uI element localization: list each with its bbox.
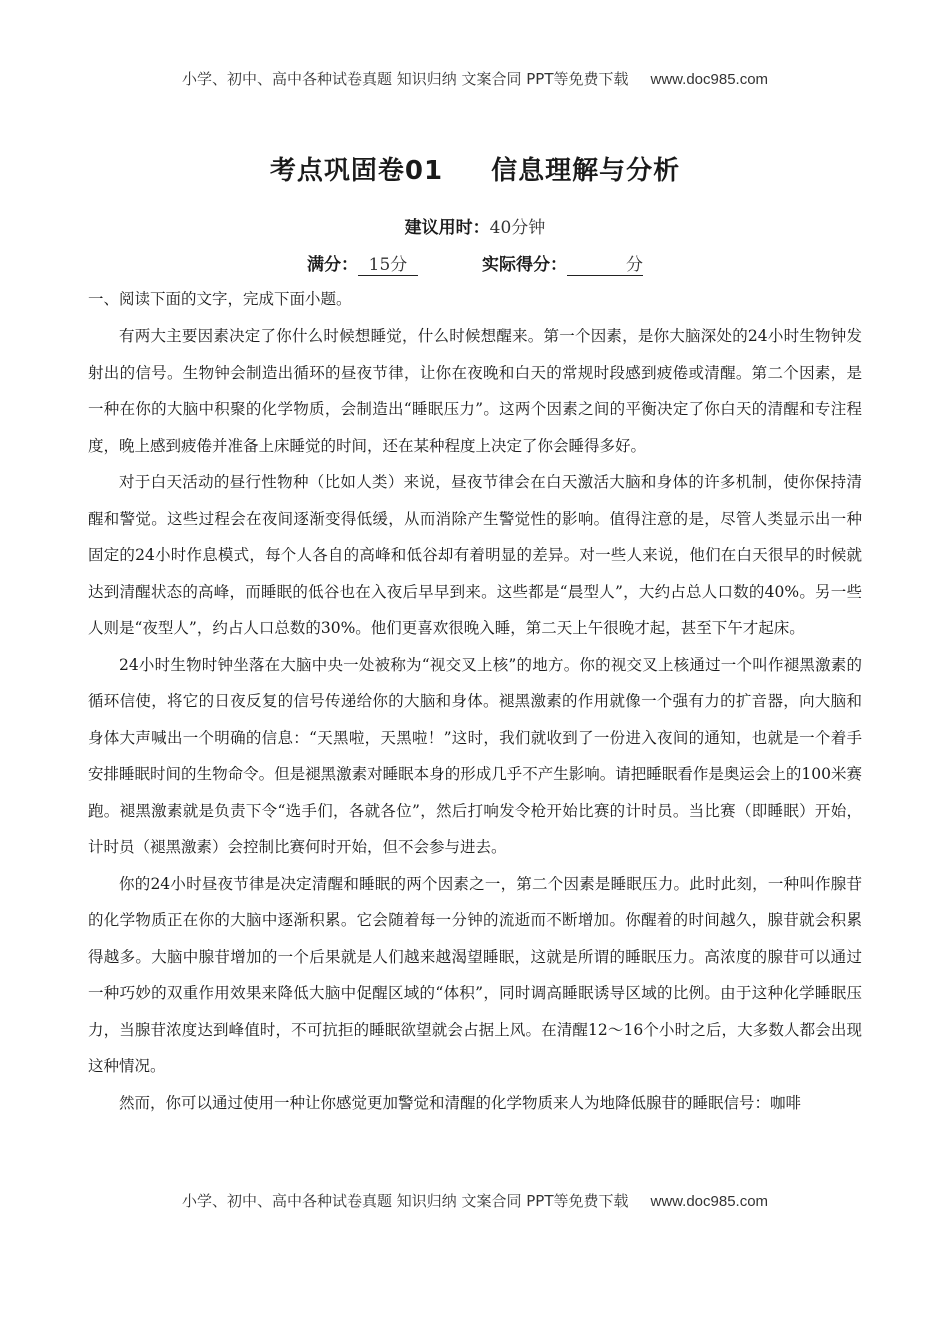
full-score-label: 满分： [307, 255, 358, 275]
paragraph: 对于白天活动的昼行性物种（比如人类）来说，昼夜节律会在白天激活大脑和身体的许多机制，使你保持清醒和警觉。这些过程会在夜间逐渐变得低缓，从而消除产生警觉性的影响。值得注意的是，尽管人类显示出一种固定的24小时作息模式，每个人各自的高峰和低谷却有着明显的差异。对一些人来说，他们在白天很早的时候就达到清醒状态的高峰，而睡眠的低谷也在入夜后早早到来。这些都是“晨型人”，大约占总人口数的40%。另一些人则是“夜型人”，约占人口总数的30%。他们更喜欢很晚入睡，第二天上午很晚才起，甚至下午才起床。 [88, 473, 862, 637]
score-line [0, 250, 950, 276]
title-left: 考点巩固卷01 [269, 156, 444, 186]
reading-passage [88, 318, 862, 1121]
page-footer [0, 1190, 950, 1211]
paragraph: 有两大主要因素决定了你什么时候想睡觉，什么时候想醒来。第一个因素，是你大脑深处的24小时生物钟发射出的信号。生物钟会制造出循环的昼夜节律，让你在夜晚和白天的常规时段感到疲倦或清醒。第二个因素，是一种在你的大脑中积聚的化学物质，会制造出“睡眠压力”。这两个因素之间的平衡决定了你白天的清醒和专注程度，晚上感到疲倦并准备上床睡觉的时间，还在某种程度上决定了你会睡得多好。 [88, 327, 862, 455]
suggested-time [0, 213, 950, 238]
actual-score-blank[interactable]: 分 [567, 250, 643, 276]
footer-site-link[interactable]: www.doc985.com [650, 1193, 769, 1210]
section-heading: 一、阅读下面的文字，完成下面小题。 [88, 290, 352, 308]
page-title [0, 150, 950, 187]
time-value: 40分钟 [489, 218, 546, 238]
full-score-value: 15分 [358, 250, 418, 276]
page-header [0, 68, 950, 89]
actual-score-label: 实际得分： [482, 255, 567, 275]
paragraph: 然而，你可以通过使用一种让你感觉更加警觉和清醒的化学物质来人为地降低腺苷的睡眠信号：咖啡 [119, 1093, 802, 1112]
title-right: 信息理解与分析 [491, 156, 681, 186]
header-text: 小学、初中、高中各种试卷真题 知识归纳 文案合同 PPT等免费下载 [181, 70, 629, 88]
header-site-link[interactable]: www.doc985.com [650, 71, 769, 88]
paragraph: 你的24小时昼夜节律是决定清醒和睡眠的两个因素之一，第二个因素是睡眠压力。此时此刻，一种叫作腺苷的化学物质正在你的大脑中逐渐积累。它会随着每一分钟的流逝而不断增加。你醒着的时间越久，腺苷就会积累得越多。大脑中腺苷增加的一个后果就是人们越来越渴望睡眠，这就是所谓的睡眠压力。高浓度的腺苷可以通过一种巧妙的双重作用效果来降低大脑中促醒区域的“体积”，同时调高睡眠诱导区域的比例。由于这种化学睡眠压力，当腺苷浓度达到峰值时，不可抗拒的睡眠欲望就会占据上风。在清醒12～16个小时之后，大多数人都会出现这种情况。 [88, 874, 862, 1075]
paragraph: 24小时生物时钟坐落在大脑中央一处被称为“视交叉上核”的地方。你的视交叉上核通过一个叫作褪黑激素的循环信使，将它的日夜反复的信号传递给你的大脑和身体。褪黑激素的作用就像一个强有力的扩音器，向大脑和身体大声喊出一个明确的信息：“天黑啦，天黑啦！”这时，我们就收到了一份进入夜间的通知，也就是一个着手安排睡眠时间的生物命令。但是褪黑激素对睡眠本身的形成几乎不产生影响。请把睡眠看作是奥运会上的100米赛跑。褪黑激素就是负责下令“选手们，各就各位”，然后打响发令枪开始比赛的计时员。当比赛（即睡眠）开始，计时员（褪黑激素）会控制比赛何时开始，但不会参与进去。 [88, 655, 862, 856]
time-label: 建议用时： [404, 218, 490, 238]
footer-text: 小学、初中、高中各种试卷真题 知识归纳 文案合同 PPT等免费下载 [181, 1192, 629, 1210]
